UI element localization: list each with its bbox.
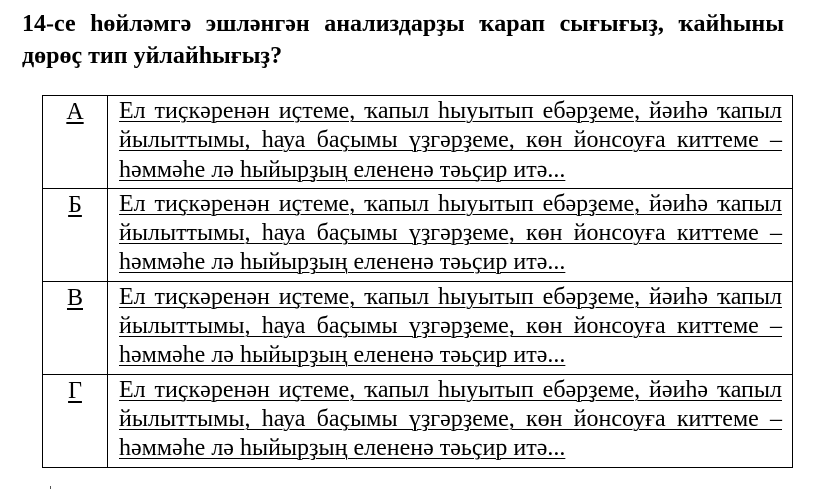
option-text-line: йылыттымы, һауа баҫымы үҙгәрҙеме, көн йонсоуға киттеме – <box>119 220 782 247</box>
option-text-cell <box>108 188 793 281</box>
option-text-line: Ел тиҫкәренән иҫтеме, ҡапыл һыуытып ебәрҙеме, йәиһә ҡапыл <box>119 98 782 124</box>
option-letter-cell <box>43 374 108 467</box>
question-text: 14-се һөйләмгә эшләнгән анализдарҙы ҡарап сығығыҙ, ҡайһыны дөрөҫ тип уйлайһығыҙ? <box>22 11 784 69</box>
option-row-v <box>43 281 793 374</box>
option-letter-cell <box>43 188 108 281</box>
option-text-cell <box>108 281 793 374</box>
option-text-line: һәммәһе лә һыйырҙың елененә тәьҫир итә... <box>119 435 566 462</box>
option-row-a <box>43 96 793 189</box>
option-letter: В <box>66 284 83 311</box>
option-text-line: Ел тиҫкәренән иҫтеме, ҡапыл һыуытып ебәрҙеме, йәиһә ҡапыл <box>119 190 782 217</box>
option-text-line: Ел тиҫкәренән иҫтеме, ҡапыл һыуытып ебәрҙеме, йәиһә ҡапыл <box>119 376 782 403</box>
option-text-line: Ел тиҫкәренән иҫтеме, ҡапыл һыуытып ебәрҙеме, йәиһә ҡапыл <box>119 283 782 310</box>
option-letter-cell <box>43 281 108 374</box>
option-text-line: йылыттымы, һауа баҫымы үҙгәрҙеме, көн йонсоуға киттеме – <box>119 313 782 340</box>
option-row-b <box>43 188 793 281</box>
option-letter: Б <box>68 191 82 218</box>
option-row-g <box>43 374 793 467</box>
option-text-line: һәммәһе лә һыйырҙың елененә тәьҫир итә... <box>119 249 566 276</box>
option-text-line: йылыттымы, һауа баҫымы үҙгәрҙеме, көн йонсоуға киттеме – <box>119 405 782 432</box>
option-letter-cell <box>43 96 108 189</box>
option-text-cell <box>108 374 793 467</box>
option-letter: А <box>66 99 84 125</box>
option-text-line: һәммәһе лә һыйырҙың елененә тәьҫир итә... <box>119 342 566 369</box>
option-text-cell <box>108 96 793 189</box>
page-mark <box>50 486 51 489</box>
option-text-line: һәммәһе лә һыйырҙың елененә тәьҫир итә... <box>119 156 566 183</box>
option-letter: Г <box>68 377 82 404</box>
option-text-line: йылыттымы, һауа баҫымы үҙгәрҙеме, көн йонсоуға киттеме – <box>119 127 782 154</box>
options-table <box>42 95 793 468</box>
